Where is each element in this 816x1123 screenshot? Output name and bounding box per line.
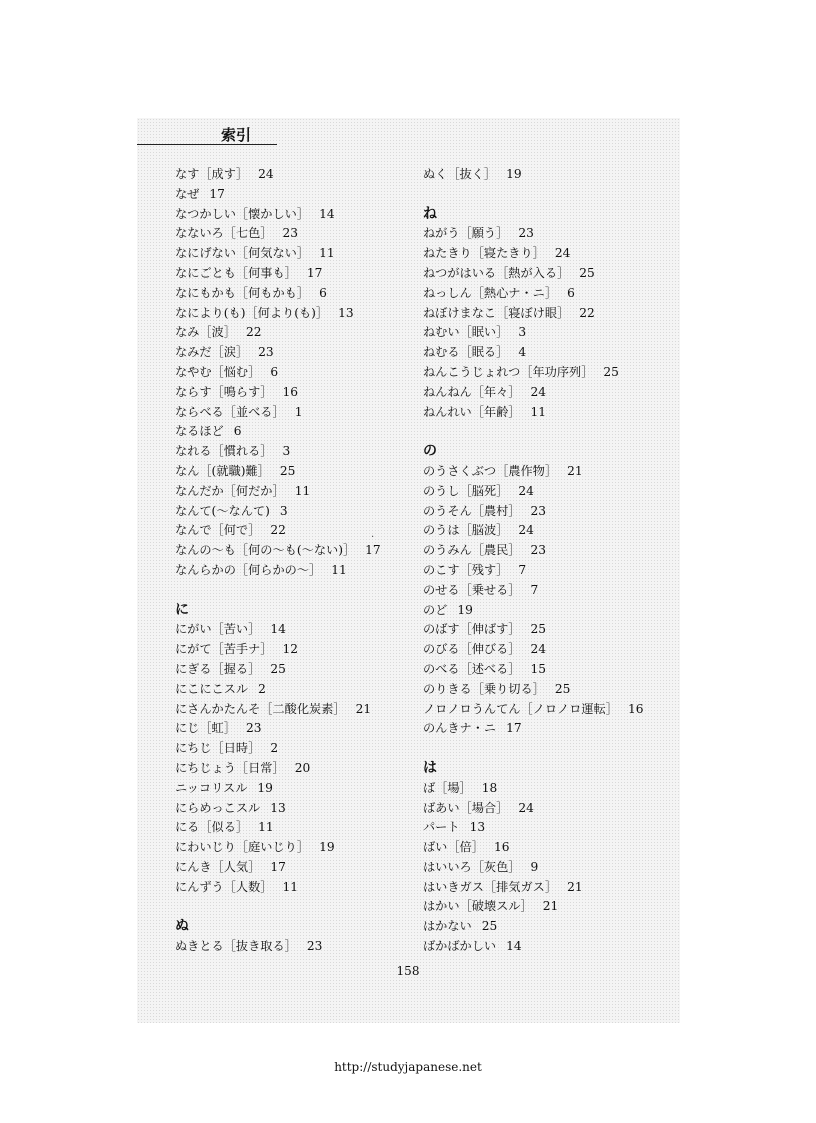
index-entry — [423, 462, 673, 482]
entry-page-number: 9 — [530, 859, 539, 874]
entry-term: なにもかも［何もかも］ — [175, 285, 310, 300]
entry-term: のうは［脳波］ — [423, 523, 509, 538]
index-entry — [423, 521, 673, 541]
entry-page-number: 15 — [530, 661, 547, 676]
entry-term: なにごとも［何事も］ — [175, 265, 297, 280]
entry-page-number: 25 — [603, 364, 619, 379]
entry-term: のりきる［乗り切る］ — [423, 681, 545, 696]
index-entry — [175, 719, 425, 739]
index-entry — [423, 917, 673, 937]
index-entry — [423, 343, 673, 363]
entry-page-number: 19 — [257, 780, 273, 795]
entry-page-number: 17 — [506, 721, 522, 736]
entry-page-number: 14 — [319, 206, 335, 221]
section-heading: ね — [423, 205, 437, 222]
entry-page-number: 6 — [319, 285, 327, 300]
index-entry — [423, 700, 673, 720]
section-gap — [175, 897, 425, 917]
entry-page-number: 2 — [270, 741, 279, 756]
entry-page-number: 19 — [457, 602, 473, 617]
entry-term: にわいじり［庭いじり］ — [175, 840, 310, 855]
entry-page-number: 24 — [530, 384, 547, 399]
entry-page-number: 2 — [258, 681, 266, 696]
entry-page-number: 16 — [628, 701, 644, 716]
entry-page-number: 25 — [530, 622, 547, 637]
entry-term: にさんかたんそ［二酸化炭素］ — [175, 701, 346, 716]
entry-page-number: 25 — [279, 463, 296, 478]
entry-term: なにげない［何気ない］ — [175, 246, 310, 261]
header-rule — [137, 144, 277, 145]
entry-term: のうし［脳死］ — [423, 483, 509, 498]
section-gap — [423, 739, 673, 759]
entry-term: ばかばかしい — [423, 939, 497, 954]
entry-page-number: 17 — [209, 186, 225, 201]
entry-page-number: 25 — [554, 681, 571, 696]
entry-term: にちじ［日時］ — [175, 741, 261, 756]
section-gap — [175, 581, 425, 601]
index-entry — [423, 561, 673, 581]
index-entry — [423, 937, 673, 957]
index-entry — [175, 165, 425, 185]
entry-page-number: 11 — [331, 562, 347, 577]
index-header — [137, 124, 287, 146]
index-entry — [175, 482, 425, 502]
entry-page-number: 21 — [542, 899, 559, 914]
entry-page-number: 22 — [245, 325, 262, 340]
entry-page-number: 14 — [506, 939, 522, 954]
entry-term: はかい［破壊スル］ — [423, 899, 533, 914]
entry-term: はかない — [423, 919, 472, 934]
entry-page-number: 17 — [270, 859, 286, 874]
index-title: 索引 — [221, 126, 252, 144]
section-gap — [423, 422, 673, 442]
entry-page-number: 12 — [282, 642, 299, 657]
index-entry — [423, 363, 673, 383]
index-entry — [423, 323, 673, 343]
entry-page-number: 22 — [579, 305, 595, 320]
entry-page-number: 24 — [530, 642, 547, 657]
entry-page-number: 19 — [319, 840, 335, 855]
index-entry — [423, 224, 673, 244]
entry-page-number: 13 — [469, 820, 486, 835]
index-entry — [423, 581, 673, 601]
entry-term: ねたきり［寝たきり］ — [423, 246, 545, 261]
entry-term: なんで［何で］ — [175, 523, 261, 538]
entry-term: なにより(も)［何より(も)］ — [175, 305, 329, 320]
entry-page-number: 22 — [270, 523, 286, 538]
entry-page-number: 3 — [282, 444, 291, 459]
entry-page-number: 24 — [518, 483, 534, 498]
entry-page-number: 19 — [506, 167, 522, 181]
entry-term: ばあい［場合］ — [423, 800, 509, 815]
entry-term: なみ［波］ — [175, 325, 236, 340]
entry-page-number: 11 — [258, 820, 274, 835]
entry-term: ニッコリスル — [175, 780, 248, 795]
entry-term: にちじょう［日常］ — [175, 760, 285, 775]
index-column-left — [175, 165, 425, 957]
index-entry — [175, 304, 425, 324]
section-heading: は — [423, 759, 437, 776]
entry-term: ぬく［抜く］ — [423, 167, 497, 181]
index-entry — [423, 680, 673, 700]
index-entry — [423, 264, 673, 284]
entry-term: のうさくぶつ［農作物］ — [423, 463, 558, 478]
entry-page-number: 25 — [579, 265, 595, 280]
entry-term: のうそん［農村］ — [423, 503, 521, 518]
index-entry — [175, 858, 425, 878]
entry-page-number: 17 — [365, 543, 381, 558]
entry-term: ねんこうじょれつ［年功序列］ — [423, 364, 594, 379]
index-entry — [175, 640, 425, 660]
index-entry — [175, 838, 425, 858]
entry-page-number: 25 — [270, 661, 286, 676]
index-entry — [423, 719, 673, 739]
index-entry — [423, 779, 673, 799]
index-entry — [423, 502, 673, 522]
entry-page-number: 3 — [518, 325, 527, 340]
entry-page-number: 7 — [518, 562, 527, 577]
entry-page-number: 18 — [481, 780, 498, 795]
entry-page-number: 4 — [518, 345, 527, 360]
entry-term: にがい［苦い］ — [175, 622, 261, 637]
entry-page-number: 3 — [279, 503, 288, 518]
entry-term: ならす［鳴らす］ — [175, 384, 273, 399]
index-entry — [423, 799, 673, 819]
entry-term: ねむい［眠い］ — [423, 325, 509, 340]
index-entry — [423, 601, 673, 621]
index-entry — [175, 205, 425, 225]
entry-term: なみだ［涙］ — [175, 345, 249, 360]
entry-term: ねつがはいる［熱が入る］ — [423, 265, 570, 280]
entry-term: ノロノロうんてん［ノロノロ運転］ — [423, 701, 618, 716]
entry-term: にらめっこスル — [175, 800, 261, 815]
entry-term: ならべる［並べる］ — [175, 404, 285, 419]
entry-term: なぜ — [175, 186, 200, 201]
index-entry — [423, 403, 673, 423]
entry-term: のど — [423, 602, 448, 617]
entry-term: ねんねん［年々］ — [423, 384, 521, 399]
index-entry — [175, 185, 425, 205]
entry-term: にぎる［握る］ — [175, 661, 261, 676]
index-entry — [175, 561, 425, 581]
index-entry — [175, 403, 425, 423]
index-entry — [175, 937, 425, 957]
entry-page-number: 11 — [294, 483, 311, 498]
index-entry — [175, 343, 425, 363]
entry-page-number: 7 — [530, 582, 539, 597]
entry-term: なんだか［何だか］ — [175, 483, 285, 498]
entry-term: ねがう［願う］ — [423, 226, 509, 241]
entry-page-number: 17 — [306, 265, 323, 280]
entry-page-number: 24 — [258, 167, 274, 181]
entry-page-number: 16 — [282, 384, 299, 399]
entry-page-number: 11 — [282, 879, 299, 894]
entry-term: なつかしい［懐かしい］ — [175, 206, 310, 221]
index-entry — [423, 818, 673, 838]
entry-term: のばす［伸ばす］ — [423, 622, 521, 637]
entry-page-number: 13 — [270, 800, 286, 815]
section-gap — [423, 185, 673, 205]
index-entry — [423, 482, 673, 502]
entry-term: にんき［人気］ — [175, 859, 261, 874]
index-entry — [175, 502, 425, 522]
section-heading: の — [423, 443, 437, 460]
entry-term: はいいろ［灰色］ — [423, 859, 521, 874]
stray-mark: . — [371, 529, 375, 540]
entry-page-number: 14 — [270, 622, 286, 637]
entry-term: ぬきとる［抜き取る］ — [175, 939, 297, 954]
entry-page-number: 23 — [245, 721, 262, 736]
index-entry — [175, 323, 425, 343]
entry-page-number: 20 — [294, 760, 311, 775]
index-entry — [175, 383, 425, 403]
section-heading: に — [175, 601, 189, 618]
entry-term: なれる［慣れる］ — [175, 444, 273, 459]
entry-page-number: 21 — [355, 701, 372, 716]
entry-term: ねっしん［熱心ナ・ニ］ — [423, 285, 558, 300]
index-entry — [423, 878, 673, 898]
index-column-right — [423, 165, 673, 957]
entry-term: のせる［乗せる］ — [423, 582, 521, 597]
entry-page-number: 16 — [493, 840, 510, 855]
entry-page-number: 11 — [530, 404, 547, 419]
entry-term: にがて［苦手ナ］ — [175, 642, 273, 657]
section-heading: ぬ — [175, 918, 189, 935]
index-entry — [423, 541, 673, 561]
index-entry — [175, 799, 425, 819]
entry-term: のべる［述べる］ — [423, 661, 521, 676]
entry-page-number: 21 — [567, 463, 583, 478]
entry-term: にんずう［人数］ — [175, 879, 273, 894]
entry-page-number: 6 — [270, 364, 279, 379]
index-entry — [175, 244, 425, 264]
entry-page-number: 24 — [554, 246, 571, 261]
entry-page-number: 21 — [567, 879, 583, 894]
footer-url: http://studyjapanese.net — [334, 1060, 482, 1074]
entry-page-number: 11 — [319, 246, 335, 261]
entry-term: なるほど — [175, 424, 224, 439]
index-entry — [423, 244, 673, 264]
index-entry — [175, 620, 425, 640]
entry-term: なんて(〜なんて) — [175, 503, 270, 518]
entry-term: パート — [423, 820, 460, 835]
entry-page-number: 23 — [306, 939, 323, 954]
entry-page-number: 1 — [294, 404, 303, 419]
index-entry — [175, 264, 425, 284]
index-entry — [175, 779, 425, 799]
index-entry — [423, 304, 673, 324]
index-entry — [175, 818, 425, 838]
index-entry — [175, 541, 425, 561]
index-entry — [423, 620, 673, 640]
entry-term: ば［場］ — [423, 780, 472, 795]
entry-term: のこす［残す］ — [423, 562, 509, 577]
index-entry — [423, 165, 673, 185]
index-entry — [423, 383, 673, 403]
index-entry — [423, 897, 673, 917]
index-entry — [423, 640, 673, 660]
entry-term: なんの〜も［何の〜も(〜ない)］ — [175, 543, 356, 558]
entry-page-number: 13 — [338, 305, 354, 320]
index-entry — [175, 680, 425, 700]
index-entry — [175, 739, 425, 759]
index-entry — [175, 442, 425, 462]
index-entry — [175, 660, 425, 680]
index-entry — [175, 878, 425, 898]
entry-term: のんきナ・ニ — [423, 721, 497, 736]
index-entry — [175, 224, 425, 244]
entry-page-number: 23 — [530, 503, 547, 518]
entry-page-number: 23 — [282, 226, 299, 241]
entry-term: にこにこスル — [175, 681, 249, 696]
entry-term: なやむ［悩む］ — [175, 364, 261, 379]
entry-page-number: 25 — [481, 919, 498, 934]
entry-term: はいきガス［排気ガス］ — [423, 879, 558, 894]
entry-term: のうみん［農民］ — [423, 543, 521, 558]
index-entry — [423, 284, 673, 304]
entry-page-number: 24 — [518, 523, 534, 538]
entry-term: ばい［倍］ — [423, 840, 484, 855]
index-entry — [175, 363, 425, 383]
entry-term: なんらかの［何らかの〜］ — [175, 562, 322, 577]
index-entry — [175, 422, 425, 442]
index-entry — [175, 284, 425, 304]
index-entry — [175, 462, 425, 482]
index-entry — [175, 521, 425, 541]
index-entry — [423, 838, 673, 858]
entry-term: ねむる［眠る］ — [423, 345, 509, 360]
entry-term: のびる［伸びる］ — [423, 642, 521, 657]
entry-page-number: 23 — [258, 345, 274, 360]
entry-term: ねぼけまなこ［寝ぼけ眼］ — [423, 305, 570, 320]
index-entry — [175, 700, 425, 720]
entry-page-number: 23 — [530, 543, 547, 558]
entry-term: なす［成す］ — [175, 167, 249, 181]
entry-term: なないろ［七色］ — [175, 226, 273, 241]
entry-page-number: 23 — [518, 226, 534, 241]
entry-page-number: 6 — [233, 424, 242, 439]
index-entry — [423, 660, 673, 680]
entry-term: なん［(就職)難］ — [175, 463, 270, 478]
entry-term: にる［似る］ — [175, 820, 249, 835]
entry-term: ねんれい［年齢］ — [423, 404, 521, 419]
page-number: 158 — [396, 964, 420, 978]
entry-page-number: 6 — [567, 285, 575, 300]
index-entry — [423, 858, 673, 878]
entry-page-number: 24 — [518, 800, 534, 815]
index-entry — [175, 759, 425, 779]
entry-term: にじ［虹］ — [175, 721, 236, 736]
